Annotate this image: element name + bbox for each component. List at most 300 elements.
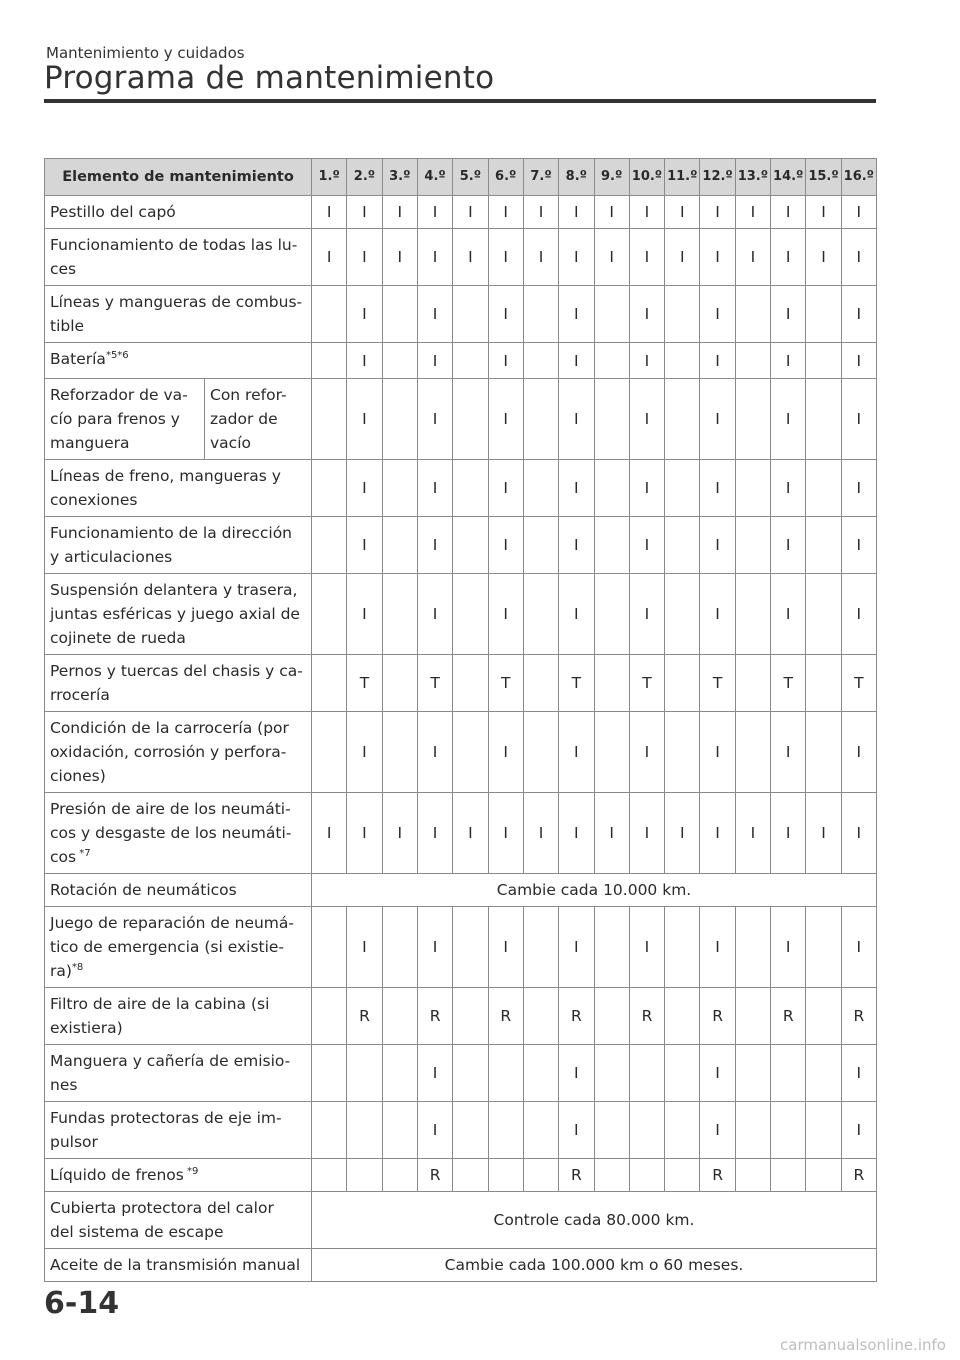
interval-mark xyxy=(771,1102,806,1159)
interval-mark xyxy=(735,286,770,343)
interval-mark xyxy=(735,1102,770,1159)
interval-mark: T xyxy=(700,655,735,712)
interval-mark xyxy=(523,988,558,1045)
interval-mark xyxy=(594,988,629,1045)
interval-mark: R xyxy=(347,988,382,1045)
interval-mark: I xyxy=(488,574,523,655)
interval-mark: I xyxy=(312,196,347,229)
interval-header: 4.º xyxy=(417,159,452,196)
interval-header: 1.º xyxy=(312,159,347,196)
interval-mark: I xyxy=(594,229,629,286)
interval-mark xyxy=(806,574,841,655)
item-name xyxy=(45,988,312,1045)
interval-mark: I xyxy=(488,229,523,286)
table-row xyxy=(45,379,877,460)
item-name-text: Funcionamiento de todas las lu- ces xyxy=(50,236,298,278)
interval-mark: I xyxy=(559,196,594,229)
interval-mark: I xyxy=(629,793,664,874)
interval-mark xyxy=(665,574,700,655)
table-row xyxy=(45,1159,877,1192)
interval-mark: I xyxy=(629,712,664,793)
item-name-text: Pernos y tuercas del chasis y ca- rrocería xyxy=(50,662,303,704)
interval-mark: I xyxy=(523,196,558,229)
watermark: carmanualsonline.info xyxy=(780,1336,946,1354)
interval-mark xyxy=(453,379,488,460)
interval-mark: I xyxy=(700,793,735,874)
item-name xyxy=(45,655,312,712)
interval-mark: I xyxy=(559,1102,594,1159)
interval-mark xyxy=(806,907,841,988)
interval-mark xyxy=(806,460,841,517)
interval-mark xyxy=(594,1102,629,1159)
item-name-text: Batería xyxy=(50,350,106,368)
interval-mark: I xyxy=(523,229,558,286)
page-title: Programa de mantenimiento xyxy=(44,60,495,96)
interval-mark: T xyxy=(841,655,876,712)
interval-mark: I xyxy=(700,229,735,286)
footnote-ref: *8 xyxy=(71,961,84,973)
table-header-row xyxy=(45,159,877,196)
interval-mark: I xyxy=(841,1102,876,1159)
item-name xyxy=(45,874,312,907)
interval-mark xyxy=(382,460,417,517)
item-name-text: Aceite de la transmisión manual xyxy=(50,1256,301,1274)
interval-note: Cambie cada 10.000 km. xyxy=(312,874,877,907)
interval-mark xyxy=(382,574,417,655)
item-name-text: Fundas protectoras de eje im- pulsor xyxy=(50,1109,282,1151)
interval-mark xyxy=(312,1102,347,1159)
item-name xyxy=(45,286,312,343)
item-name xyxy=(45,712,312,793)
interval-mark: I xyxy=(347,460,382,517)
interval-mark xyxy=(523,517,558,574)
interval-mark xyxy=(523,655,558,712)
interval-mark: I xyxy=(488,343,523,379)
interval-header: 14.º xyxy=(771,159,806,196)
table-row xyxy=(45,988,877,1045)
interval-mark xyxy=(523,1159,558,1192)
interval-mark: I xyxy=(629,460,664,517)
interval-mark: I xyxy=(559,574,594,655)
interval-mark: I xyxy=(841,229,876,286)
table-row xyxy=(45,460,877,517)
interval-mark: R xyxy=(629,988,664,1045)
interval-mark xyxy=(453,655,488,712)
interval-mark xyxy=(312,1159,347,1192)
item-name-text: Rotación de neumáticos xyxy=(50,881,237,899)
interval-mark: I xyxy=(806,196,841,229)
interval-mark: I xyxy=(594,793,629,874)
interval-header: 13.º xyxy=(735,159,770,196)
interval-mark xyxy=(312,343,347,379)
interval-mark xyxy=(594,517,629,574)
item-name-text: Reforzador de va- cío para frenos y manguera xyxy=(50,386,188,452)
item-name xyxy=(45,1045,312,1102)
interval-mark xyxy=(735,574,770,655)
table-row xyxy=(45,196,877,229)
interval-mark xyxy=(523,460,558,517)
interval-mark: I xyxy=(417,460,452,517)
interval-mark xyxy=(735,988,770,1045)
interval-mark: I xyxy=(417,343,452,379)
interval-mark: I xyxy=(453,229,488,286)
interval-mark xyxy=(488,1159,523,1192)
interval-mark: I xyxy=(559,517,594,574)
interval-mark xyxy=(382,1045,417,1102)
item-name xyxy=(45,907,312,988)
interval-mark: I xyxy=(841,517,876,574)
interval-mark xyxy=(806,712,841,793)
interval-mark: I xyxy=(771,343,806,379)
interval-mark: I xyxy=(488,286,523,343)
interval-mark xyxy=(629,1102,664,1159)
interval-mark xyxy=(382,988,417,1045)
interval-mark xyxy=(312,988,347,1045)
interval-header: 7.º xyxy=(523,159,558,196)
interval-mark: I xyxy=(312,793,347,874)
footnote-ref: *7 xyxy=(76,847,91,859)
table-row xyxy=(45,1192,877,1249)
interval-mark xyxy=(382,379,417,460)
table-row xyxy=(45,343,877,379)
interval-mark xyxy=(523,1102,558,1159)
item-name xyxy=(45,1192,312,1249)
interval-mark xyxy=(488,1045,523,1102)
item-name-text: Funcionamiento de la dirección y articulaciones xyxy=(50,524,293,566)
interval-mark xyxy=(806,1102,841,1159)
interval-mark: R xyxy=(700,1159,735,1192)
interval-mark: I xyxy=(771,196,806,229)
interval-mark: I xyxy=(488,196,523,229)
interval-mark: T xyxy=(417,655,452,712)
interval-header: 3.º xyxy=(382,159,417,196)
interval-mark xyxy=(806,1159,841,1192)
item-name-text: Juego de reparación de neumá- tico de emergencia (si existie- ra) xyxy=(50,914,294,980)
interval-mark xyxy=(523,379,558,460)
interval-mark: I xyxy=(700,196,735,229)
interval-mark xyxy=(347,1159,382,1192)
interval-mark: I xyxy=(559,343,594,379)
table-row xyxy=(45,793,877,874)
interval-mark: I xyxy=(488,907,523,988)
item-name xyxy=(45,1249,312,1282)
interval-mark xyxy=(382,343,417,379)
interval-mark: R xyxy=(417,1159,452,1192)
interval-mark: I xyxy=(665,196,700,229)
interval-mark: I xyxy=(841,907,876,988)
item-name-text: Presión de aire de los neumáti- cos y desgaste de los neumáti- cos xyxy=(50,800,292,866)
interval-mark: T xyxy=(629,655,664,712)
section-label: Mantenimiento y cuidados xyxy=(46,44,245,62)
item-name-text: Filtro de aire de la cabina (si existiera) xyxy=(50,995,270,1037)
item-name xyxy=(45,574,312,655)
interval-mark: I xyxy=(700,1045,735,1102)
item-name xyxy=(45,1102,312,1159)
interval-mark: R xyxy=(841,988,876,1045)
interval-mark xyxy=(382,517,417,574)
interval-mark: I xyxy=(417,196,452,229)
interval-mark xyxy=(594,1159,629,1192)
interval-mark: I xyxy=(417,229,452,286)
interval-mark xyxy=(735,379,770,460)
interval-mark xyxy=(806,655,841,712)
interval-mark: T xyxy=(347,655,382,712)
interval-mark: I xyxy=(735,229,770,286)
interval-mark xyxy=(665,343,700,379)
interval-mark: I xyxy=(735,793,770,874)
interval-mark xyxy=(665,1159,700,1192)
interval-mark xyxy=(453,988,488,1045)
item-name xyxy=(45,196,312,229)
interval-mark xyxy=(735,460,770,517)
interval-mark: I xyxy=(417,1045,452,1102)
interval-mark: R xyxy=(488,988,523,1045)
interval-mark xyxy=(523,712,558,793)
table-row xyxy=(45,712,877,793)
interval-mark: I xyxy=(700,379,735,460)
interval-mark: I xyxy=(841,379,876,460)
item-name xyxy=(45,517,312,574)
interval-mark: I xyxy=(417,1102,452,1159)
interval-mark xyxy=(806,379,841,460)
interval-mark xyxy=(312,379,347,460)
table-row xyxy=(45,655,877,712)
interval-mark xyxy=(594,286,629,343)
interval-mark: T xyxy=(771,655,806,712)
interval-mark xyxy=(629,1159,664,1192)
interval-mark: I xyxy=(594,196,629,229)
interval-mark: I xyxy=(629,196,664,229)
table-row xyxy=(45,1102,877,1159)
interval-mark xyxy=(735,1045,770,1102)
interval-mark: I xyxy=(453,196,488,229)
item-subname-text: Con refor- zador de vacío xyxy=(210,386,287,452)
interval-mark: I xyxy=(735,196,770,229)
interval-mark xyxy=(453,343,488,379)
item-name xyxy=(45,793,312,874)
interval-mark: I xyxy=(771,229,806,286)
item-name-text: Cubierta protectora del calor del sistema de escape xyxy=(50,1199,274,1241)
item-name-text: Líneas de freno, mangueras y conexiones xyxy=(50,467,281,509)
item-name-text: Líquido de frenos xyxy=(50,1166,184,1184)
item-name xyxy=(45,229,312,286)
interval-mark: I xyxy=(665,229,700,286)
interval-mark: I xyxy=(347,793,382,874)
interval-mark: I xyxy=(382,793,417,874)
interval-mark: I xyxy=(417,286,452,343)
table-row xyxy=(45,874,877,907)
interval-mark xyxy=(665,460,700,517)
item-name-text: Suspensión delantera y trasera, juntas esféricas y juego axial de cojinete de rueda xyxy=(50,581,300,647)
interval-mark xyxy=(347,1102,382,1159)
interval-mark: I xyxy=(629,286,664,343)
interval-mark xyxy=(382,712,417,793)
interval-mark: R xyxy=(841,1159,876,1192)
table-row xyxy=(45,574,877,655)
interval-mark xyxy=(735,907,770,988)
table-row xyxy=(45,517,877,574)
interval-mark: I xyxy=(417,907,452,988)
interval-mark: I xyxy=(806,229,841,286)
interval-mark: T xyxy=(559,655,594,712)
interval-mark: I xyxy=(665,793,700,874)
interval-mark xyxy=(312,286,347,343)
table-row xyxy=(45,1249,877,1282)
interval-mark: I xyxy=(559,793,594,874)
interval-mark xyxy=(735,343,770,379)
interval-mark xyxy=(453,1102,488,1159)
table-row xyxy=(45,1045,877,1102)
interval-mark xyxy=(523,286,558,343)
item-name xyxy=(45,460,312,517)
interval-mark xyxy=(665,712,700,793)
maintenance-table xyxy=(44,158,877,1282)
interval-mark: I xyxy=(771,712,806,793)
interval-mark: I xyxy=(841,460,876,517)
interval-mark xyxy=(594,460,629,517)
interval-mark: I xyxy=(771,286,806,343)
item-name-text: Manguera y cañería de emisio- nes xyxy=(50,1052,291,1094)
interval-mark: I xyxy=(700,460,735,517)
interval-mark: I xyxy=(488,517,523,574)
interval-note: Cambie cada 100.000 km o 60 meses. xyxy=(312,1249,877,1282)
interval-mark: I xyxy=(347,907,382,988)
interval-header: 11.º xyxy=(665,159,700,196)
interval-mark xyxy=(806,343,841,379)
interval-mark: I xyxy=(347,379,382,460)
interval-mark xyxy=(594,343,629,379)
interval-mark xyxy=(523,343,558,379)
interval-mark: I xyxy=(771,793,806,874)
interval-mark xyxy=(665,655,700,712)
interval-mark xyxy=(594,379,629,460)
interval-mark xyxy=(382,907,417,988)
interval-mark: I xyxy=(559,286,594,343)
interval-mark: I xyxy=(629,343,664,379)
interval-mark: I xyxy=(559,907,594,988)
interval-mark: I xyxy=(347,574,382,655)
interval-mark: I xyxy=(347,286,382,343)
interval-mark xyxy=(594,655,629,712)
interval-header: 8.º xyxy=(559,159,594,196)
interval-mark: I xyxy=(841,574,876,655)
interval-mark: I xyxy=(629,229,664,286)
interval-mark xyxy=(312,712,347,793)
interval-mark xyxy=(735,712,770,793)
interval-mark xyxy=(312,574,347,655)
interval-header: 5.º xyxy=(453,159,488,196)
interval-mark: I xyxy=(347,517,382,574)
interval-mark: I xyxy=(347,343,382,379)
interval-mark: I xyxy=(488,460,523,517)
interval-mark: I xyxy=(700,907,735,988)
interval-mark xyxy=(382,655,417,712)
interval-mark: T xyxy=(488,655,523,712)
interval-mark: I xyxy=(771,517,806,574)
interval-mark xyxy=(806,517,841,574)
interval-mark: R xyxy=(559,1159,594,1192)
interval-mark: I xyxy=(382,196,417,229)
item-subname xyxy=(205,379,312,460)
interval-mark: I xyxy=(417,574,452,655)
interval-mark: I xyxy=(700,574,735,655)
interval-mark: I xyxy=(382,229,417,286)
interval-mark xyxy=(665,988,700,1045)
item-name xyxy=(45,379,205,460)
interval-mark: I xyxy=(806,793,841,874)
item-name-text: Pestillo del capó xyxy=(50,203,176,221)
interval-mark xyxy=(806,988,841,1045)
interval-mark: I xyxy=(629,907,664,988)
interval-mark xyxy=(382,1159,417,1192)
interval-mark: I xyxy=(700,712,735,793)
interval-mark xyxy=(771,1159,806,1192)
interval-mark: I xyxy=(771,460,806,517)
interval-mark xyxy=(453,517,488,574)
interval-mark: I xyxy=(841,286,876,343)
interval-mark: I xyxy=(417,712,452,793)
interval-mark xyxy=(453,1159,488,1192)
item-name-text: Condición de la carrocería (por oxidación, corrosión y perfora- ciones) xyxy=(50,719,289,785)
item-name-text: Líneas y mangueras de combus- tible xyxy=(50,293,303,335)
interval-mark: I xyxy=(629,574,664,655)
interval-mark xyxy=(523,907,558,988)
interval-mark xyxy=(453,574,488,655)
interval-mark: R xyxy=(417,988,452,1045)
interval-header: 2.º xyxy=(347,159,382,196)
interval-mark xyxy=(665,286,700,343)
interval-mark xyxy=(771,1045,806,1102)
interval-header: 16.º xyxy=(841,159,876,196)
interval-mark: I xyxy=(559,712,594,793)
footnote-ref: *9 xyxy=(183,1165,199,1177)
interval-mark: I xyxy=(629,379,664,460)
interval-mark xyxy=(488,1102,523,1159)
interval-mark xyxy=(735,1159,770,1192)
interval-mark: I xyxy=(841,196,876,229)
header-divider xyxy=(44,99,876,103)
interval-mark: I xyxy=(347,229,382,286)
interval-mark xyxy=(453,712,488,793)
interval-mark: I xyxy=(417,517,452,574)
table-body xyxy=(45,196,877,1282)
interval-mark: R xyxy=(700,988,735,1045)
interval-mark xyxy=(594,712,629,793)
interval-mark: I xyxy=(771,379,806,460)
interval-mark: I xyxy=(559,379,594,460)
interval-mark: I xyxy=(488,712,523,793)
interval-note: Controle cada 80.000 km. xyxy=(312,1192,877,1249)
table-row xyxy=(45,229,877,286)
interval-mark xyxy=(382,1102,417,1159)
page-number: 6-14 xyxy=(44,1286,120,1321)
interval-header: 12.º xyxy=(700,159,735,196)
interval-mark xyxy=(806,1045,841,1102)
interval-mark xyxy=(347,1045,382,1102)
interval-mark: I xyxy=(771,574,806,655)
interval-mark: I xyxy=(559,229,594,286)
interval-mark xyxy=(594,574,629,655)
interval-mark: I xyxy=(559,460,594,517)
interval-mark xyxy=(523,574,558,655)
interval-header: 9.º xyxy=(594,159,629,196)
interval-mark xyxy=(735,517,770,574)
interval-mark: R xyxy=(559,988,594,1045)
interval-mark: I xyxy=(488,379,523,460)
interval-mark xyxy=(665,517,700,574)
interval-mark xyxy=(665,379,700,460)
interval-mark xyxy=(312,655,347,712)
